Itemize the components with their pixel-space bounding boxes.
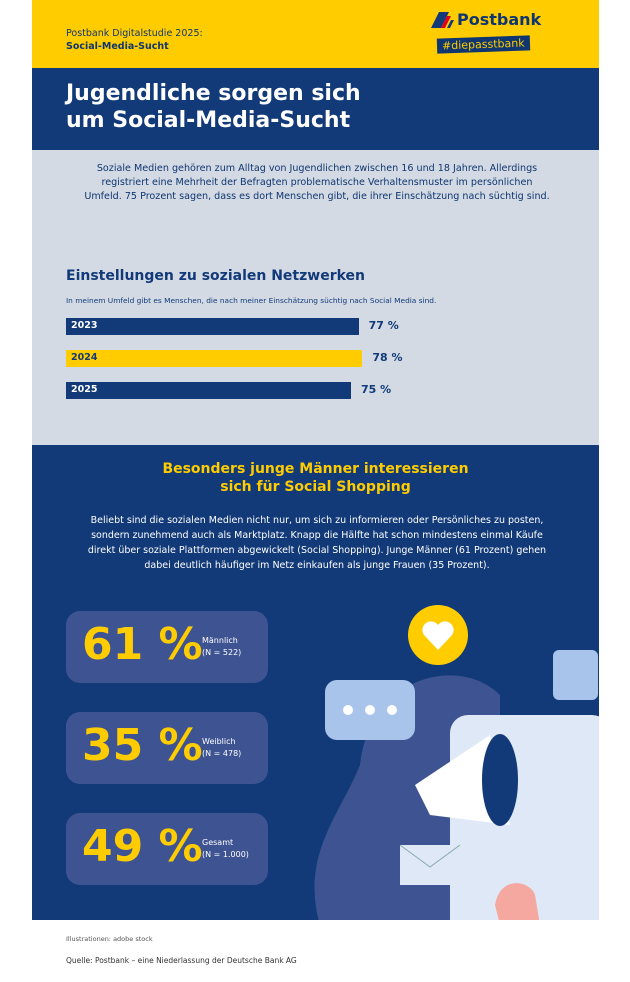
stat-percent: 49 % bbox=[82, 821, 203, 872]
bar-2023: 2023 bbox=[66, 318, 359, 335]
logo-name: Postbank bbox=[457, 10, 542, 29]
bar-2025: 2025 bbox=[66, 382, 351, 399]
stat-card-total bbox=[66, 813, 268, 885]
bar-value-label: 77 % bbox=[368, 319, 399, 332]
profile-icon bbox=[553, 650, 598, 700]
chart-subtitle: In meinem Umfeld gibt es Menschen, die nach meiner Einschätzung süchtig nach Social Media sind. bbox=[66, 296, 437, 305]
intro-text: Soziale Medien gehören zum Alltag von Jugendlichen zwischen 16 und 18 Jahren. Allerdings registriert eine Mehrheit der Befragten problematische Verhaltensmuster im persönlichen Umfeld. 75 Prozent sagen, dass es dort Menschen gibt, die ihrer Einschätzung nach süchtig sind. bbox=[84, 163, 550, 202]
source-note: Quelle: Postbank – eine Niederlassung der Deutsche Bank AG bbox=[66, 956, 297, 965]
shopping-heading bbox=[32, 460, 599, 496]
stat-n: (N = 1.000) bbox=[202, 850, 249, 859]
stat-label: Gesamt bbox=[202, 838, 234, 847]
stat-percent: 61 % bbox=[82, 619, 203, 670]
header bbox=[32, 0, 599, 68]
study-name: Postbank Digitalstudie 2025: bbox=[66, 28, 203, 39]
stat-card-female bbox=[66, 712, 268, 784]
shopping-section bbox=[32, 445, 599, 920]
chart-title: Einstellungen zu sozialen Netzwerken bbox=[66, 268, 365, 284]
heading-line: sich für Social Shopping bbox=[220, 479, 411, 495]
stat-n: (N = 522) bbox=[202, 648, 242, 657]
illustration-credit: Illustrationen: adobe stock bbox=[66, 935, 153, 943]
bar-2024: 2024 bbox=[66, 350, 362, 367]
bar-value-label: 78 % bbox=[372, 351, 403, 364]
attitudes-section bbox=[32, 150, 599, 445]
bar-chart bbox=[66, 318, 566, 418]
stat-card-male bbox=[66, 611, 268, 683]
stat-percent: 35 % bbox=[82, 720, 203, 771]
bar-value-label: 75 % bbox=[361, 383, 392, 396]
stat-n: (N = 478) bbox=[202, 749, 242, 758]
stat-label: Weiblich bbox=[202, 737, 236, 746]
stat-label: Männlich bbox=[202, 636, 238, 645]
heading-line: Besonders junge Männer interessieren bbox=[162, 461, 469, 477]
page-title bbox=[32, 68, 599, 150]
study-topic: Social-Media-Sucht bbox=[66, 41, 169, 52]
shopping-text: Beliebt sind die sozialen Medien nicht nur, um sich zu informieren oder Persönliches zu posten, sondern zunehmend auch als Marktplatz. Knapp die Hälfte hat schon mindestens einmal Käufe direkt über soziale Plattformen abgewickelt (Social Shopping). Junge Männer (61 Prozent) gehen dabei deutlich häufiger im Netz einkaufen als junge Frauen (35 Prozent). bbox=[87, 515, 547, 571]
postbank-wing-icon bbox=[429, 10, 455, 30]
study-label bbox=[66, 27, 203, 53]
title-line: Jugendliche sorgen sich bbox=[66, 81, 361, 106]
logo-tag: #diepasstbank bbox=[437, 35, 530, 53]
title-line: um Social-Media-Sucht bbox=[66, 108, 351, 133]
megaphone-illustration bbox=[300, 595, 599, 920]
